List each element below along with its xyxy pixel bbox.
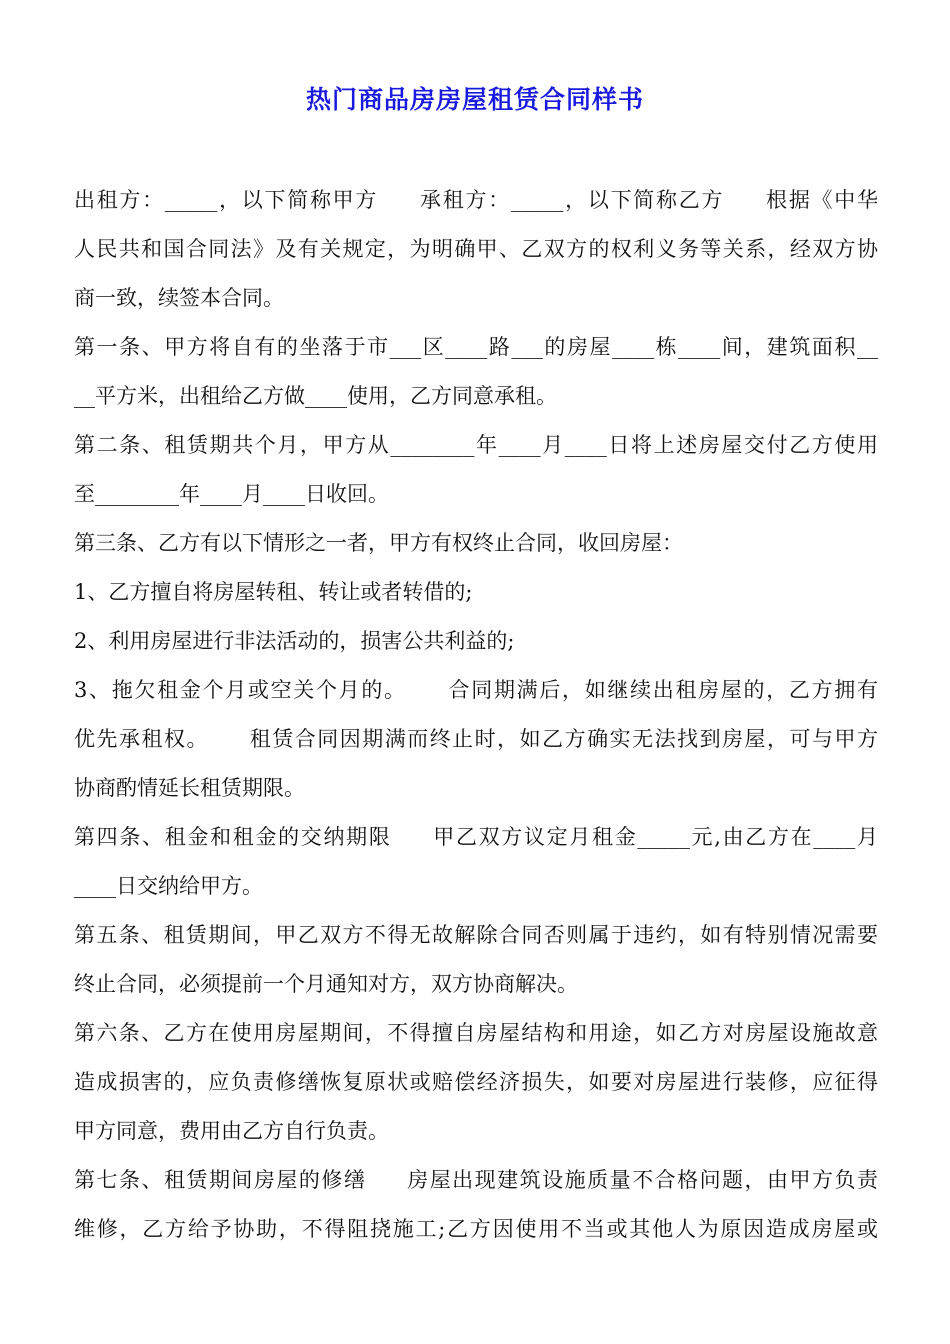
text-line: 甲方同意，费用由乙方自行负责。 — [74, 1119, 389, 1143]
text-line: 协商酌情延长租赁期限。 — [74, 776, 305, 800]
text-line: ____日交纳给甲方。 — [74, 874, 263, 898]
text-line: 终止合同，必须提前一个月通知对方，双方协商解决。 — [74, 972, 578, 996]
text-line: 第二条、租赁期共个月，甲方从________年____月____日将上述房屋交付乙方使用 — [74, 433, 878, 457]
text-line: 维修，乙方给予协助，不得阻挠施工;乙方因使用不当或其他人为原因造成房屋或 — [74, 1217, 878, 1241]
text-line: 第三条、乙方有以下情形之一者，甲方有权终止合同，收回房屋： — [74, 531, 683, 555]
text-line: 第一条、甲方将自有的坐落于市___区____路___的房屋____栋____间，建筑面积__ — [74, 335, 878, 359]
text-line: 人民共和国合同法》及有关规定，为明确甲、乙双方的权利义务等关系，经双方协 — [74, 237, 878, 261]
text-line: 出租方：_____，以下简称甲方 承租方：_____，以下简称乙方 根据《中华 — [74, 188, 878, 212]
text-line: 第六条、乙方在使用房屋期间，不得擅自房屋结构和用途，如乙方对房屋设施故意 — [74, 1021, 878, 1045]
text-line: 第四条、租金和租金的交纳期限 甲乙双方议定月租金_____元,由乙方在____月 — [74, 825, 878, 849]
text-line: 优先承租权。 租赁合同因期满而终止时，如乙方确实无法找到房屋，可与甲方 — [74, 727, 878, 751]
text-line: 3、拖欠租金个月或空关个月的。 合同期满后，如继续出租房屋的，乙方拥有 — [74, 678, 878, 702]
document-title: 热门商品房房屋租赁合同样书 — [305, 85, 644, 114]
text-line: 第七条、租赁期间房屋的修缮 房屋出现建筑设施质量不合格问题，由甲方负责 — [74, 1168, 878, 1192]
text-line: 造成损害的，应负责修缮恢复原状或赔偿经济损失，如要对房屋进行装修，应征得 — [74, 1070, 878, 1094]
text-line: __平方米，出租给乙方做____使用，乙方同意承租。 — [74, 384, 557, 408]
text-line: 第五条、租赁期间，甲乙双方不得无故解除合同否则属于违约，如有特别情况需要 — [74, 923, 878, 947]
text-line: 至________年____月____日收回。 — [74, 482, 389, 506]
document-body — [74, 176, 878, 1254]
text-line: 商一致，续签本合同。 — [74, 286, 284, 310]
text-line: 1、乙方擅自将房屋转租、转让或者转借的; — [74, 580, 473, 604]
text-line: 2、利用房屋进行非法活动的，损害公共利益的; — [74, 629, 515, 653]
